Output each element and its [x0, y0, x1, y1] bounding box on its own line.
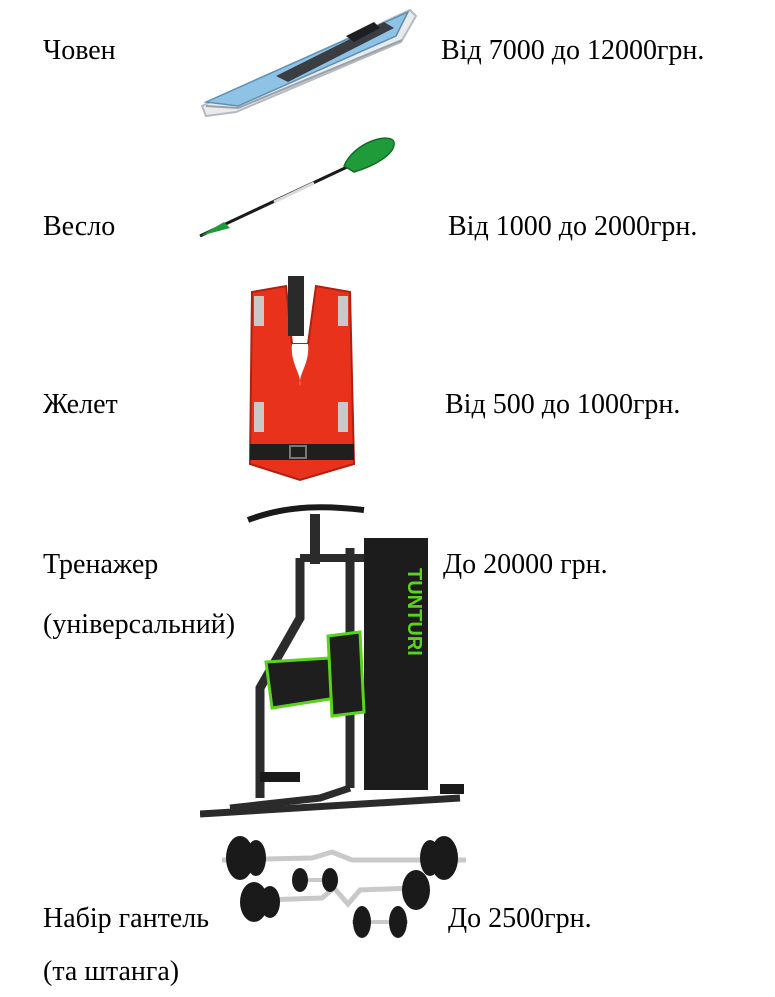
home-gym-icon: [200, 498, 466, 830]
item-name-line2: (універсальний): [43, 609, 236, 640]
paddle-icon: [194, 132, 398, 240]
item-price: Від 500 до 1000грн.: [445, 389, 681, 420]
item-name: Желет: [43, 389, 118, 420]
item-name: Набір гантель: [43, 903, 209, 934]
brand-label: TUNTURI: [403, 568, 425, 656]
item-price: Від 7000 до 12000грн.: [441, 35, 705, 66]
item-name: Весло: [43, 211, 116, 242]
item-price: До 2500грн.: [448, 903, 592, 934]
item-price: До 20000 грн.: [443, 549, 608, 580]
item-name: Тренажер: [43, 549, 159, 580]
item-price: Від 1000 до 2000грн.: [448, 211, 698, 242]
life-vest-icon: [240, 274, 360, 486]
item-name: Човен: [43, 35, 116, 66]
kayak-icon: [196, 2, 420, 120]
dumbbell-set-icon: [212, 832, 476, 944]
item-name-line2: (та штанга): [43, 956, 180, 987]
